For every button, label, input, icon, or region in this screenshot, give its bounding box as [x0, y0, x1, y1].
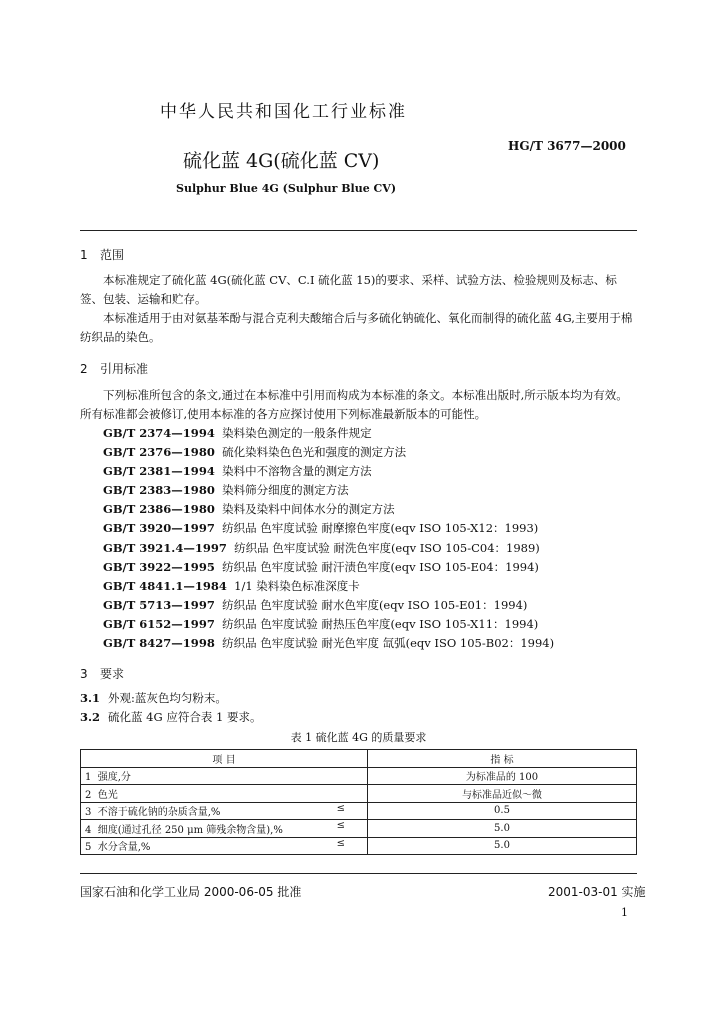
- reference-code: GB/T 6152—1997: [103, 616, 215, 631]
- table-row: [81, 820, 637, 838]
- clause-number: 3.2: [80, 710, 101, 724]
- reference-title: 染料及染料中间体水分的测定方法: [222, 502, 395, 517]
- item-cell: [81, 767, 368, 785]
- quality-requirements-table: [80, 749, 637, 855]
- section-title: 要求: [100, 667, 125, 681]
- reference-code: GB/T 3920—1997: [103, 521, 215, 536]
- section-2-body: [80, 386, 637, 424]
- issuing-body-title: 中华人民共和国化工行业标准: [160, 102, 407, 122]
- paragraph: 下列标准所包含的条文,通过在本标准中引用而构成为本标准的条文。本标准出版时,所示版本均为有效。所有标准都会被修订,使用本标准的各方应探讨使用下列标准最新版本的可能性。: [80, 388, 628, 421]
- reference-code: GB/T 3921.4—1997: [103, 540, 227, 555]
- reference-code: GB/T 2381—1994: [103, 464, 215, 479]
- header-divider: [80, 230, 637, 231]
- reference-title: 纺织品 色牢度试验 耐洗色牢度(eqv ISO 105-C04：1989): [234, 540, 540, 555]
- table-row: [81, 767, 637, 785]
- table-row: [81, 785, 637, 803]
- reference-item: [103, 539, 554, 558]
- reference-code: GB/T 5713—1997: [103, 597, 215, 612]
- value-cell: 0.5: [368, 802, 637, 820]
- table-header-row: [81, 750, 637, 768]
- reference-title: 纺织品 色牢度试验 耐光色牢度 氙弧(eqv ISO 105-B02：1994): [222, 636, 555, 651]
- value-cell: 5.0: [368, 820, 637, 838]
- document-title-cn: 硫化蓝 4G(硫化蓝 CV): [183, 150, 380, 172]
- requirements-list: [80, 689, 261, 727]
- row-number: 2: [85, 789, 92, 801]
- reference-item: [103, 500, 554, 519]
- section-3-heading: [80, 665, 124, 682]
- row-number: 1: [85, 772, 92, 784]
- reference-item: [103, 424, 554, 443]
- clause-text: 硫化蓝 4G 应符合表 1 要求。: [108, 710, 262, 724]
- section-number: 1: [80, 248, 88, 262]
- reference-title: 纺织品 色牢度试验 耐热压色牢度(eqv ISO 105-X11：1994): [222, 616, 539, 631]
- reference-code: GB/T 3922—1995: [103, 559, 215, 574]
- section-2-heading: [80, 360, 148, 377]
- item-text: 强度,分: [97, 772, 131, 784]
- document-title-en: Sulphur Blue 4G (Sulphur Blue CV): [176, 182, 397, 195]
- item-text: 细度(通过孔径 250 μm 筛残余物含量),%: [97, 824, 283, 836]
- reference-item: [103, 462, 554, 481]
- reference-title: 染料中不溶物含量的测定方法: [222, 464, 372, 479]
- table-row: [81, 802, 637, 820]
- reference-item: [103, 577, 554, 596]
- reference-title: 染料染色测定的一般条件规定: [222, 426, 372, 440]
- column-header-item: 项 目: [81, 750, 368, 768]
- table-caption: 表 1 硫化蓝 4G 的质量要求: [290, 731, 427, 744]
- reference-title: 纺织品 色牢度试验 耐汗渍色牢度(eqv ISO 105-E04：1994): [222, 559, 539, 574]
- reference-item: [103, 634, 554, 653]
- reference-code: GB/T 2386—1980: [103, 502, 215, 517]
- section-1-heading: [80, 246, 124, 263]
- reference-item: [103, 519, 554, 538]
- item-cell: [81, 802, 368, 820]
- comparison-symbol: ≤: [336, 837, 345, 849]
- item-text: 色光: [97, 789, 118, 801]
- section-1-body: [80, 271, 637, 347]
- reference-code: GB/T 4841.1—1984: [103, 578, 227, 593]
- clause-number: 3.1: [80, 691, 101, 705]
- comparison-symbol: ≤: [336, 820, 345, 831]
- effective-date: 2001-03-01 实施: [548, 885, 646, 899]
- comparison-symbol: ≤: [336, 802, 345, 814]
- section-number: 3: [80, 667, 88, 681]
- reference-code: GB/T 8427—1998: [103, 636, 215, 651]
- page-number: 1: [621, 906, 628, 919]
- reference-title: 纺织品 色牢度试验 耐摩擦色牢度(eqv ISO 105-X12：1993): [222, 521, 539, 536]
- item-cell: [81, 820, 368, 838]
- value-cell: 与标准品近似～微: [368, 785, 637, 803]
- clause-text: 外观:蓝灰色均匀粉末。: [108, 691, 227, 705]
- row-number: 3: [85, 807, 92, 819]
- reference-code: GB/T 2374—1994: [103, 426, 215, 440]
- column-header-value: 指 标: [368, 750, 637, 768]
- reference-item: [103, 615, 554, 634]
- approval-statement: 国家石油和化学工业局 2000-06-05 批准: [80, 885, 302, 899]
- paragraph: 本标准适用于由对氨基苯酚与混合克利夫酸缩合后与多硫化钠硫化、氧化而制得的硫化蓝 4G,主要用于棉纺织品的染色。: [80, 311, 633, 344]
- reference-title: 1/1 染料染色标准深度卡: [234, 578, 360, 593]
- reference-code: GB/T 2376—1980: [103, 445, 215, 460]
- table-row: [81, 837, 637, 855]
- row-number: 4: [85, 824, 92, 836]
- item-text: 不溶于硫化钠的杂质含量,%: [97, 807, 221, 819]
- value-cell: 为标准品的 100: [368, 767, 637, 785]
- standard-number: HG/T 3677—2000: [508, 139, 626, 153]
- reference-item: [103, 596, 554, 615]
- requirement-item: [80, 689, 261, 708]
- paragraph: 本标准规定了硫化蓝 4G(硫化蓝 CV、C.I 硫化蓝 15)的要求、采样、试验方法、检验规则及标志、标签、包装、运输和贮存。: [80, 273, 617, 306]
- section-number: 2: [80, 362, 88, 376]
- reference-code: GB/T 2383—1980: [103, 483, 215, 498]
- reference-list: [103, 424, 554, 653]
- reference-item: [103, 443, 554, 462]
- section-title: 引用标准: [100, 362, 149, 376]
- reference-item: [103, 481, 554, 500]
- item-cell: [81, 785, 368, 803]
- section-title: 范围: [100, 248, 125, 262]
- reference-item: [103, 558, 554, 577]
- item-cell: [81, 837, 368, 855]
- reference-title: 硫化染料染色色光和强度的测定方法: [222, 445, 407, 460]
- footer-divider: [80, 873, 637, 874]
- requirement-item: [80, 708, 261, 727]
- reference-title: 染料筛分细度的测定方法: [222, 483, 349, 498]
- item-text: 水分含量,%: [97, 842, 151, 854]
- row-number: 5: [85, 842, 92, 854]
- value-cell: 5.0: [368, 837, 637, 855]
- reference-title: 纺织品 色牢度试验 耐水色牢度(eqv ISO 105-E01：1994): [222, 597, 528, 612]
